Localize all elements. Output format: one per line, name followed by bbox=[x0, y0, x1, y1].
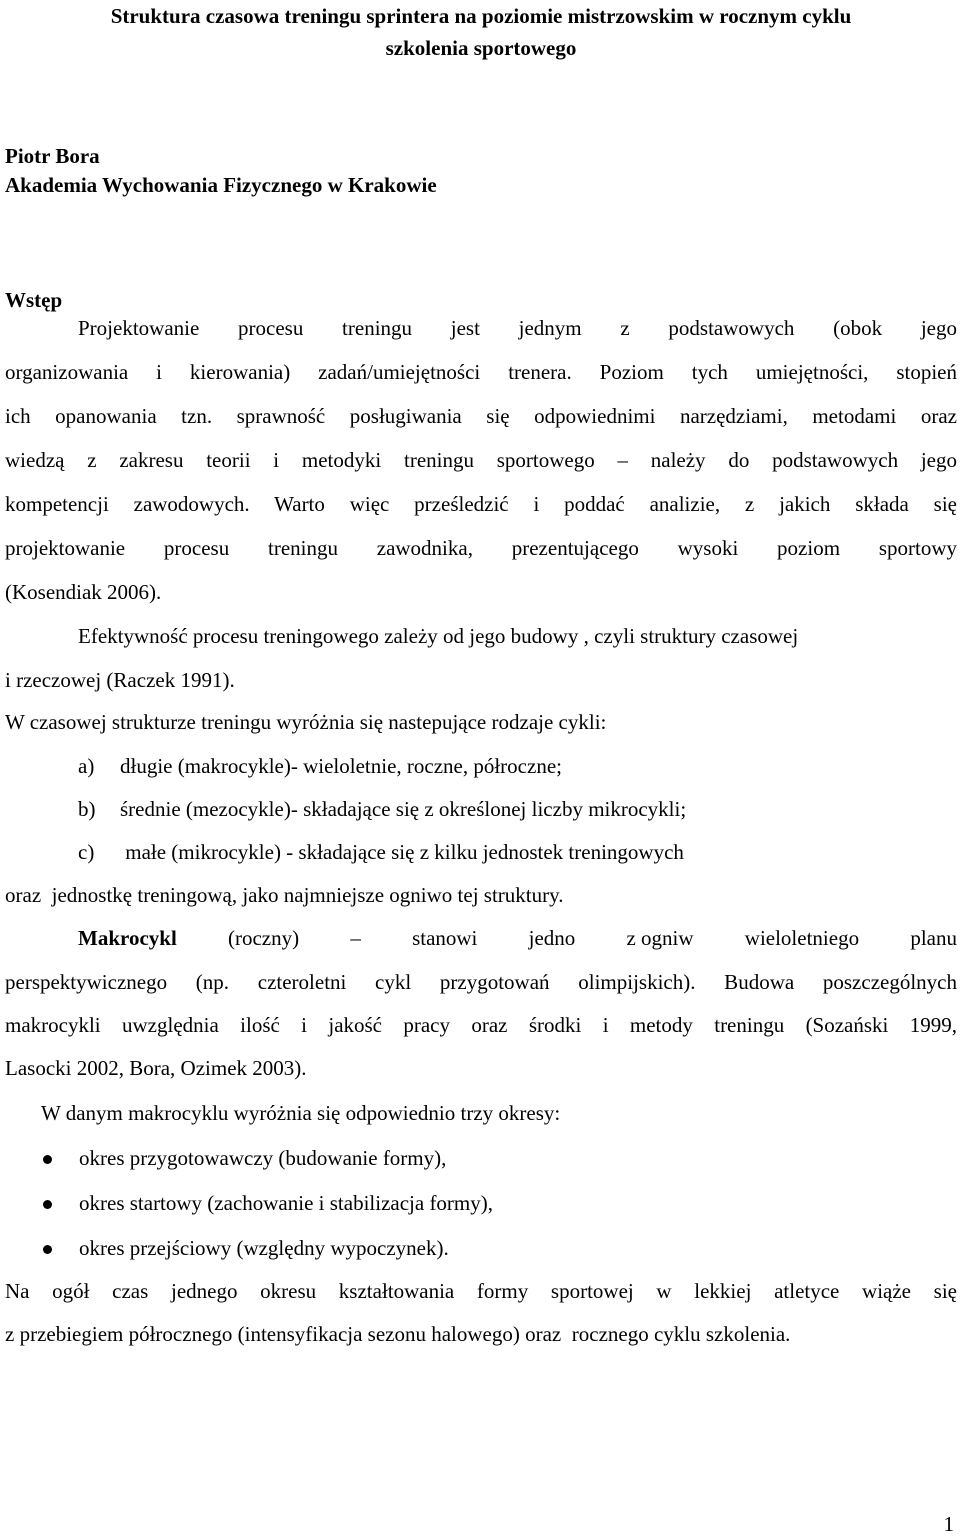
bullet-icon bbox=[43, 1155, 52, 1164]
period-text: okres przejściowy (względny wypoczynek). bbox=[79, 1236, 449, 1260]
cycle-item-c bbox=[78, 838, 684, 867]
word: wieloletniego bbox=[744, 926, 860, 950]
cycle-item-b bbox=[78, 795, 686, 824]
paragraph-1-line-2: organizowania i kierowania) zadań/umiejętności trenera. Poziom tych umiejętności, stopień bbox=[5, 360, 957, 384]
cycle-text: małe (mikrocykle) - składające się z kilku jednostek treningowych bbox=[120, 840, 684, 864]
paragraph-4-line-3: makrocykli uwzględnia ilość i jakość pracy oraz środki i metody treningu (Sozański 1999, bbox=[5, 1013, 957, 1037]
word: – bbox=[350, 926, 361, 950]
cycle-letter: b) bbox=[78, 797, 96, 821]
paragraph-6-line-2: z przebiegiem półrocznego (intensyfikacja sezonu halowego) oraz rocznego cyklu szkolenia. bbox=[5, 1322, 791, 1346]
periods-intro: W danym makrocyklu wyróżnia się odpowiednio trzy okresy: bbox=[41, 1101, 561, 1125]
title-line-1: Struktura czasowa treningu sprintera na poziomie mistrzowskim w rocznym cyklu bbox=[110, 4, 852, 28]
document-title bbox=[5, 0, 957, 64]
paragraph-1-line-3: ich opanowania tzn. sprawność posługiwania się odpowiednimi narzędziami, metodami oraz bbox=[5, 404, 957, 428]
paragraph-2-line-1: Efektywność procesu treningowego zależy od jego budowy , czyli struktury czasowej bbox=[78, 624, 799, 648]
period-item-1 bbox=[5, 1144, 957, 1173]
word: planu bbox=[910, 926, 957, 950]
paragraph-6-line-1: Na ogół czas jednego okresu kształtowania formy sportowej w lekkiej atletyce wiąże się bbox=[5, 1279, 957, 1303]
cycle-letter: a) bbox=[78, 754, 95, 778]
period-text: okres przygotowawczy (budowanie formy), bbox=[79, 1146, 447, 1170]
paragraph-4-line-1 bbox=[78, 924, 957, 953]
cycle-text: średnie (mezocykle)- składające się z określonej liczby mikrocykli; bbox=[120, 797, 687, 821]
paragraph-4-line-4: Lasocki 2002, Bora, Ozimek 2003). bbox=[5, 1056, 307, 1080]
title-line-2: szkolenia sportowego bbox=[385, 36, 577, 60]
paragraph-1-line-6: projektowanie procesu treningu zawodnika, prezentującego wysoki poziom sportowy bbox=[5, 536, 957, 560]
word: stanowi bbox=[412, 926, 478, 950]
period-text: okres startowy (zachowanie i stabilizacja formy), bbox=[79, 1191, 494, 1215]
author-block bbox=[5, 142, 437, 200]
paragraph-1-line-1: Projektowanie procesu treningu jest jednym z podstawowych (obok jego bbox=[78, 316, 957, 340]
paragraph-4-line-2: perspektywicznego (np. czteroletni cykl przygotowań olimpijskich). Budowa poszczególnych bbox=[5, 970, 957, 994]
page-number: 1 bbox=[943, 1512, 954, 1536]
paragraph-2-line-2: i rzeczowej (Raczek 1991). bbox=[5, 668, 235, 692]
paragraph-1-line-7: (Kosendiak 2006). bbox=[5, 580, 162, 604]
cycle-letter: c) bbox=[78, 840, 95, 864]
period-item-2 bbox=[5, 1189, 957, 1218]
word: jedno bbox=[528, 926, 576, 950]
section-heading: Wstęp bbox=[5, 288, 63, 312]
bullet-icon bbox=[43, 1200, 52, 1209]
word: (roczny) bbox=[228, 926, 300, 950]
author-name: Piotr Bora bbox=[5, 144, 100, 168]
cycle-text: długie (makrocykle)- wieloletnie, roczne, półroczne; bbox=[120, 754, 562, 778]
cycle-item-a bbox=[78, 752, 562, 781]
author-affiliation: Akademia Wychowania Fizycznego w Krakowie bbox=[5, 173, 437, 197]
cycles-outro: oraz jednostkę treningową, jako najmniejsze ogniwo tej struktury. bbox=[5, 883, 564, 907]
makrocykl-term: Makrocykl bbox=[78, 926, 177, 950]
cycles-intro: W czasowej strukturze treningu wyróżnia się nastepujące rodzaje cykli: bbox=[5, 710, 607, 734]
word: z ogniw bbox=[626, 926, 694, 950]
paragraph-1-line-5: kompetencji zawodowych. Warto więc prześledzić i poddać analizie, z jakich składa się bbox=[5, 492, 957, 516]
paragraph-1-line-4: wiedzą z zakresu teorii i metodyki treningu sportowego – należy do podstawowych jego bbox=[5, 448, 957, 472]
bullet-icon bbox=[43, 1245, 52, 1254]
period-item-3 bbox=[5, 1234, 957, 1263]
